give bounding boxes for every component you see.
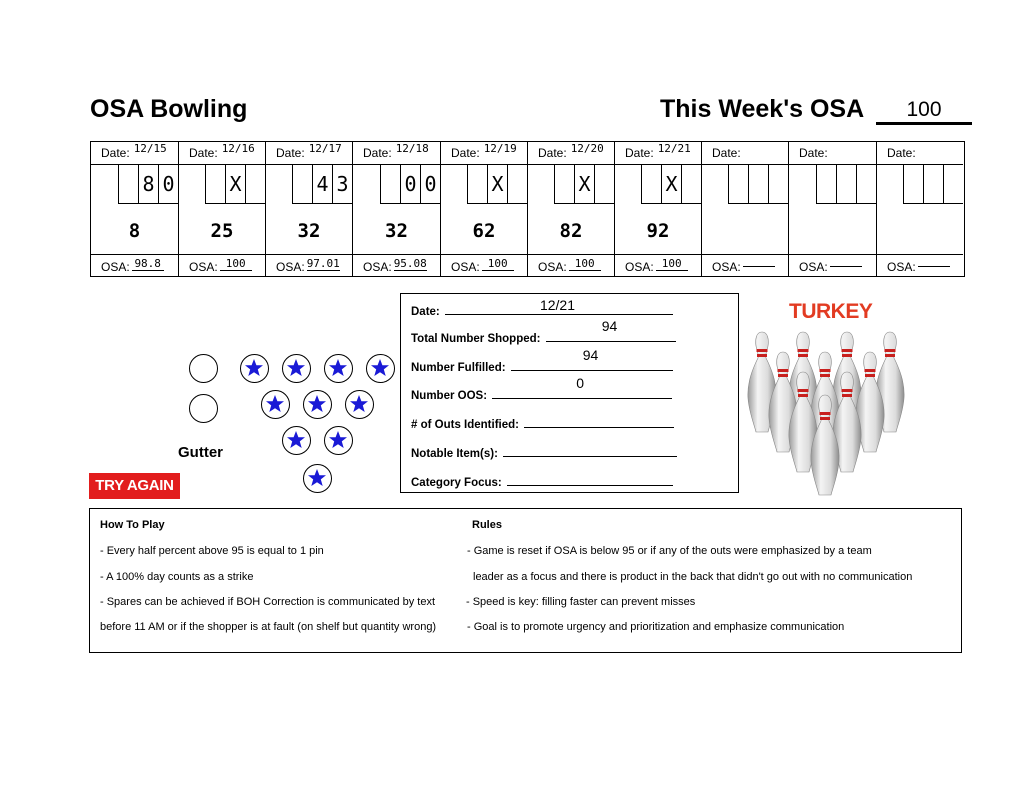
star-icon [328, 358, 348, 378]
ball-box[interactable]: X [661, 165, 681, 204]
summary-shopped-row [411, 318, 676, 345]
summary-shopped-label: Total Number Shopped: [411, 333, 541, 345]
frame-balls [380, 165, 440, 204]
ball-box[interactable]: X [487, 165, 507, 204]
ball-box[interactable]: X [225, 165, 245, 204]
frame [528, 142, 615, 276]
ball-box[interactable] [641, 165, 661, 204]
frame-osa-label: OSA: [538, 260, 567, 274]
knocked-pin [324, 426, 353, 455]
knocked-pin [303, 464, 332, 493]
ball-box[interactable]: X [574, 165, 594, 204]
summary-shopped-value: 94 [601, 318, 618, 334]
knocked-pin [324, 354, 353, 383]
frame-date-value[interactable]: 12/16 [221, 142, 255, 155]
summary-fulfilled-field[interactable] [511, 347, 673, 371]
frame-date-value[interactable]: 12/21 [657, 142, 691, 155]
ball-box[interactable]: 8 [138, 165, 158, 204]
summary-notable-field[interactable] [503, 445, 677, 457]
frame-date-value[interactable]: 12/20 [570, 142, 604, 155]
frame-date [877, 142, 963, 165]
frame-cumulative-score [789, 204, 876, 255]
frame [615, 142, 702, 276]
knocked-pin [282, 426, 311, 455]
ball-box[interactable] [816, 165, 836, 204]
frame-cumulative-score [702, 204, 788, 255]
summary-notable-label: Notable Item(s): [411, 448, 498, 460]
rule-line: leader as a focus and there is product in the back that didn't go out with no communication [473, 571, 913, 583]
star-icon [286, 430, 306, 450]
summary-date-label: Date: [411, 306, 440, 318]
frame-osa-value[interactable]: 97.01 [306, 257, 340, 270]
frame-osa-value[interactable]: 95.08 [393, 257, 427, 270]
frame-date-label: Date: [101, 146, 130, 160]
frame-cumulative-score [877, 204, 963, 255]
frame-balls [903, 165, 963, 204]
ball-box[interactable] [728, 165, 748, 204]
frame-osa [528, 255, 614, 277]
frame-date-label: Date: [276, 146, 305, 160]
summary-oos-row [411, 375, 672, 402]
knocked-pin [366, 354, 395, 383]
frame [91, 142, 179, 276]
page-title: OSA Bowling [90, 95, 248, 123]
summary-category-label: Category Focus: [411, 477, 502, 489]
summary-date-field[interactable] [445, 297, 673, 315]
frame [353, 142, 441, 276]
frame-cumulative-score: 32 [266, 204, 352, 255]
star-icon [307, 468, 327, 488]
ball-box[interactable]: 4 [312, 165, 332, 204]
ball-box[interactable] [118, 165, 138, 204]
frame [179, 142, 266, 276]
frame-date-label: Date: [538, 146, 567, 160]
frame-cumulative-score: 92 [615, 204, 701, 255]
rule-line: - Speed is key: filling faster can prevent misses [466, 596, 696, 608]
frame-date [615, 142, 701, 165]
knocked-pin [303, 390, 332, 419]
summary-notable-row [411, 445, 677, 460]
frame-cumulative-score: 8 [91, 204, 178, 255]
ball-box[interactable] [943, 165, 963, 204]
frame-osa [266, 255, 352, 277]
frame-date-label: Date: [363, 146, 392, 160]
summary-oos-label: Number OOS: [411, 390, 488, 402]
ball-box[interactable]: 0 [158, 165, 178, 204]
frame [789, 142, 877, 276]
ball-box[interactable] [380, 165, 400, 204]
star-icon [244, 358, 264, 378]
frame-date [266, 142, 352, 165]
summary-category-field[interactable] [507, 474, 673, 486]
gutter-ball-circle [189, 394, 218, 423]
frame-date-value[interactable]: 12/19 [483, 142, 517, 155]
how-line: - Spares can be achieved if BOH Correction is communicated by text [100, 596, 436, 608]
frame-osa-value[interactable]: 100 [482, 258, 514, 271]
star-icon [265, 394, 285, 414]
frame-osa [877, 255, 963, 277]
rule-line: - Game is reset if OSA is below 95 or if any of the outs were emphasized by a team [467, 545, 872, 557]
frame [702, 142, 789, 276]
frame-osa [615, 255, 701, 277]
knocked-pin [240, 354, 269, 383]
rule-line: - Goal is to promote urgency and prioritization and emphasize communication [467, 621, 845, 633]
gutter-ball-circle [189, 354, 218, 383]
summary-oos-field[interactable] [492, 375, 672, 399]
week-osa-label: This Week's OSA [660, 95, 865, 123]
summary-oos-value: 0 [576, 375, 585, 391]
ball-box[interactable] [245, 165, 265, 204]
frame-osa-label: OSA: [101, 260, 130, 274]
frame-osa-label: OSA: [799, 260, 828, 274]
ball-box[interactable] [748, 165, 768, 204]
frame-date [441, 142, 527, 165]
frame-date-value[interactable]: 12/15 [133, 142, 167, 155]
frame [877, 142, 963, 276]
ball-box[interactable] [292, 165, 312, 204]
frame-osa [353, 255, 440, 277]
knocked-pin [261, 390, 290, 419]
summary-fulfilled-value: 94 [582, 347, 599, 363]
gutter-label: Gutter [178, 444, 223, 461]
frame-osa-label: OSA: [189, 260, 218, 274]
frame-osa [91, 255, 178, 277]
frame-balls [467, 165, 527, 204]
turkey-label: TURKEY [789, 300, 873, 323]
frame-osa-label: OSA: [625, 260, 654, 274]
rules-box [89, 508, 962, 653]
ball-box[interactable] [594, 165, 614, 204]
how-to-play-heading: How To Play [100, 519, 165, 531]
frame-osa-label: OSA: [887, 260, 916, 274]
how-line: - A 100% day counts as a strike [100, 571, 254, 583]
ball-box[interactable]: 0 [420, 165, 440, 204]
ball-box[interactable] [507, 165, 527, 204]
frame [441, 142, 528, 276]
frame-osa-value[interactable]: 98.8 [132, 258, 164, 271]
rules-heading: Rules [472, 519, 502, 531]
frame-osa-value[interactable] [918, 266, 950, 267]
summary-shopped-field[interactable] [546, 318, 676, 342]
frame-osa-value[interactable] [830, 266, 862, 267]
frame-osa [789, 255, 876, 277]
frame-date [702, 142, 788, 165]
summary-fulfilled-label: Number Fulfilled: [411, 362, 506, 374]
summary-outs-row [411, 416, 674, 431]
frame-date [353, 142, 440, 165]
frame-balls [205, 165, 265, 204]
frame-date-value[interactable]: 12/17 [308, 142, 342, 155]
how-line: - Every half percent above 95 is equal to 1 pin [100, 545, 324, 557]
frame-date-value[interactable]: 12/18 [395, 142, 429, 155]
summary-category-row [411, 474, 673, 489]
frame-date-label: Date: [189, 146, 218, 160]
frame-date [528, 142, 614, 165]
week-osa-value[interactable]: 100 [876, 98, 972, 125]
knocked-pin [345, 390, 374, 419]
ball-box[interactable] [681, 165, 701, 204]
frame-cumulative-score: 25 [179, 204, 265, 255]
frame-osa-value[interactable]: 100 [569, 258, 601, 271]
frame-osa-label: OSA: [451, 260, 480, 274]
ball-box[interactable] [467, 165, 487, 204]
frame-osa [179, 255, 265, 277]
star-icon [328, 430, 348, 450]
frame-cumulative-score: 32 [353, 204, 440, 255]
ball-box[interactable] [554, 165, 574, 204]
ball-box[interactable]: 3 [332, 165, 352, 204]
star-icon [286, 358, 306, 378]
frame-osa-value[interactable] [743, 266, 775, 267]
frame-date [789, 142, 876, 165]
summary-outs-label: # of Outs Identified: [411, 419, 519, 431]
frame-date [179, 142, 265, 165]
how-line: before 11 AM or if the shopper is at fault (on shelf but quantity wrong) [100, 621, 437, 633]
frame-osa-label: OSA: [276, 260, 305, 274]
star-icon [307, 394, 327, 414]
summary-fulfilled-row [411, 347, 673, 374]
score-sheet [90, 141, 965, 277]
ball-box[interactable]: 0 [400, 165, 420, 204]
knocked-pin [282, 354, 311, 383]
ball-box[interactable] [923, 165, 943, 204]
summary-outs-field[interactable] [524, 416, 674, 428]
frame-osa-label: OSA: [363, 260, 392, 274]
bowling-pins-icon [740, 330, 915, 498]
frame-osa [441, 255, 527, 277]
frame-osa-label: OSA: [712, 260, 741, 274]
frame-balls [816, 165, 876, 204]
star-icon [370, 358, 390, 378]
frame-osa-value[interactable]: 100 [656, 258, 688, 271]
ball-box[interactable] [856, 165, 876, 204]
summary-date-row [411, 297, 673, 318]
frame-date-label: Date: [712, 146, 741, 160]
frame-date-label: Date: [451, 146, 480, 160]
ball-box[interactable] [205, 165, 225, 204]
frame [266, 142, 353, 276]
frame-osa [702, 255, 788, 277]
frame-cumulative-score: 62 [441, 204, 527, 255]
frame-balls [292, 165, 352, 204]
ball-box[interactable] [836, 165, 856, 204]
star-icon [349, 394, 369, 414]
frame-balls [554, 165, 614, 204]
frame-cumulative-score: 82 [528, 204, 614, 255]
frame-date [91, 142, 178, 165]
frame-balls [728, 165, 788, 204]
frame-balls [118, 165, 178, 204]
summary-date-value: 12/21 [539, 297, 576, 313]
daily-summary-box [400, 293, 739, 493]
ball-box[interactable] [768, 165, 788, 204]
try-again-badge: TRY AGAIN [89, 473, 180, 499]
frame-date-label: Date: [799, 146, 828, 160]
frame-osa-value[interactable]: 100 [220, 258, 252, 271]
ball-box[interactable] [903, 165, 923, 204]
frame-date-label: Date: [625, 146, 654, 160]
frame-date-label: Date: [887, 146, 916, 160]
frame-balls [641, 165, 701, 204]
